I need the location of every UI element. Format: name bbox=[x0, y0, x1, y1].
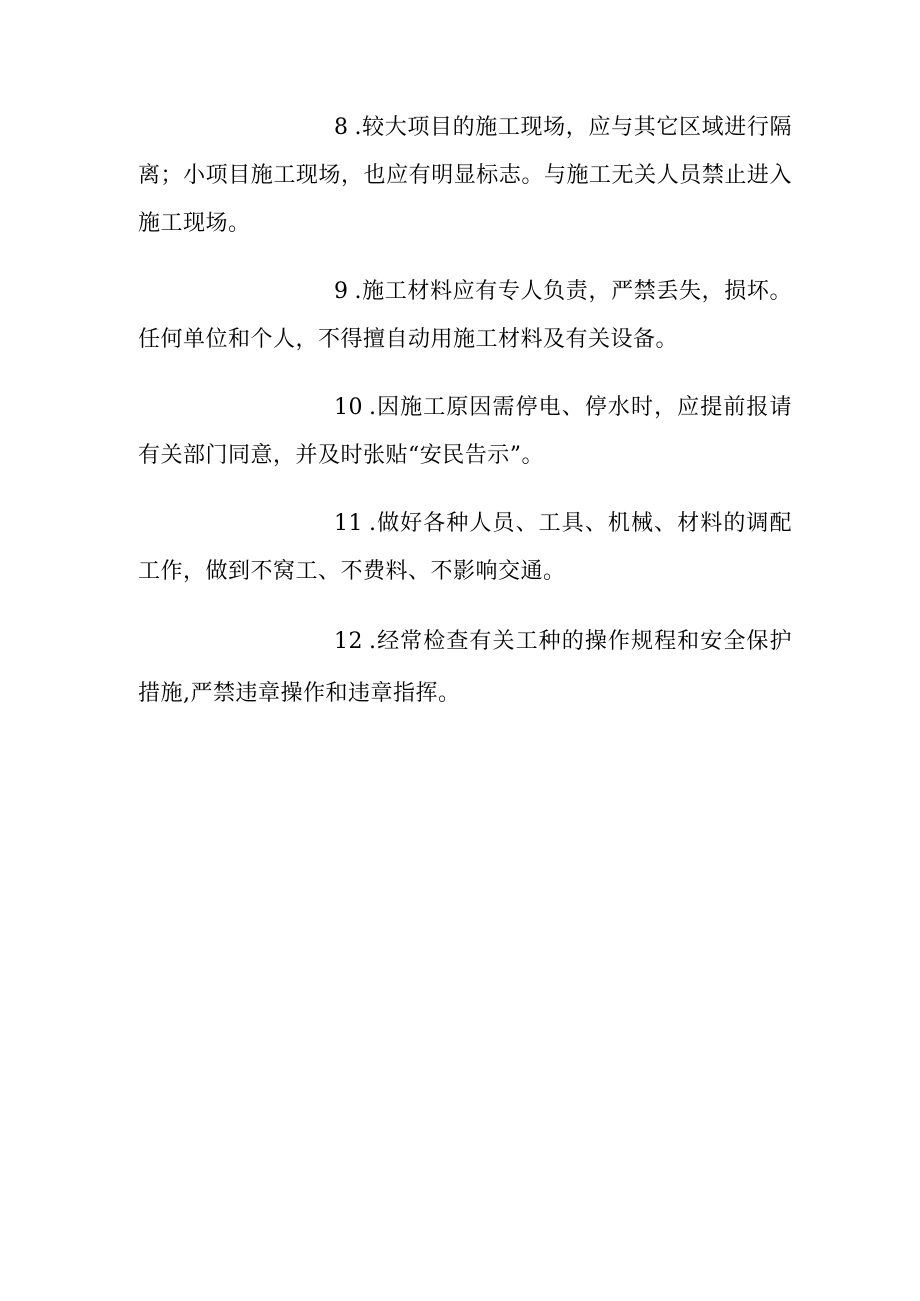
paragraph-11 bbox=[138, 500, 792, 596]
paragraph-9 bbox=[138, 268, 792, 364]
paragraph-text: .经常检查有关工种的操作规程和安全保护措施,严禁违章操作和违章指挥。 bbox=[138, 629, 792, 706]
paragraph-12 bbox=[138, 616, 792, 720]
paragraph-text: .做好各种人员、工具、机械、材料的调配工作，做到不窝工、不费料、不影响交通。 bbox=[138, 511, 792, 584]
paragraph-10 bbox=[138, 384, 792, 480]
paragraph-number: 8 bbox=[334, 115, 349, 140]
paragraph-text: .较大项目的施工现场，应与其它区域进行隔离；小项目施工现场，也应有明显标志。与施工无关人员禁止进入施工现场。 bbox=[138, 115, 792, 236]
paragraph-number: 11 bbox=[334, 511, 363, 536]
paragraph-8 bbox=[138, 104, 792, 248]
paragraph-text: .因施工原因需停电、停水时，应提前报请有关部门同意，并及时张贴“安民告示”。 bbox=[138, 395, 792, 468]
paragraph-text: .施工材料应有专人负责，严禁丢失，损坏。任何单位和个人，不得擅自动用施工材料及有关设备。 bbox=[138, 279, 792, 352]
paragraph-number: 10 bbox=[334, 395, 363, 420]
document-body bbox=[138, 104, 792, 740]
paragraph-number: 9 bbox=[334, 279, 349, 304]
paragraph-number: 12 bbox=[334, 629, 363, 654]
